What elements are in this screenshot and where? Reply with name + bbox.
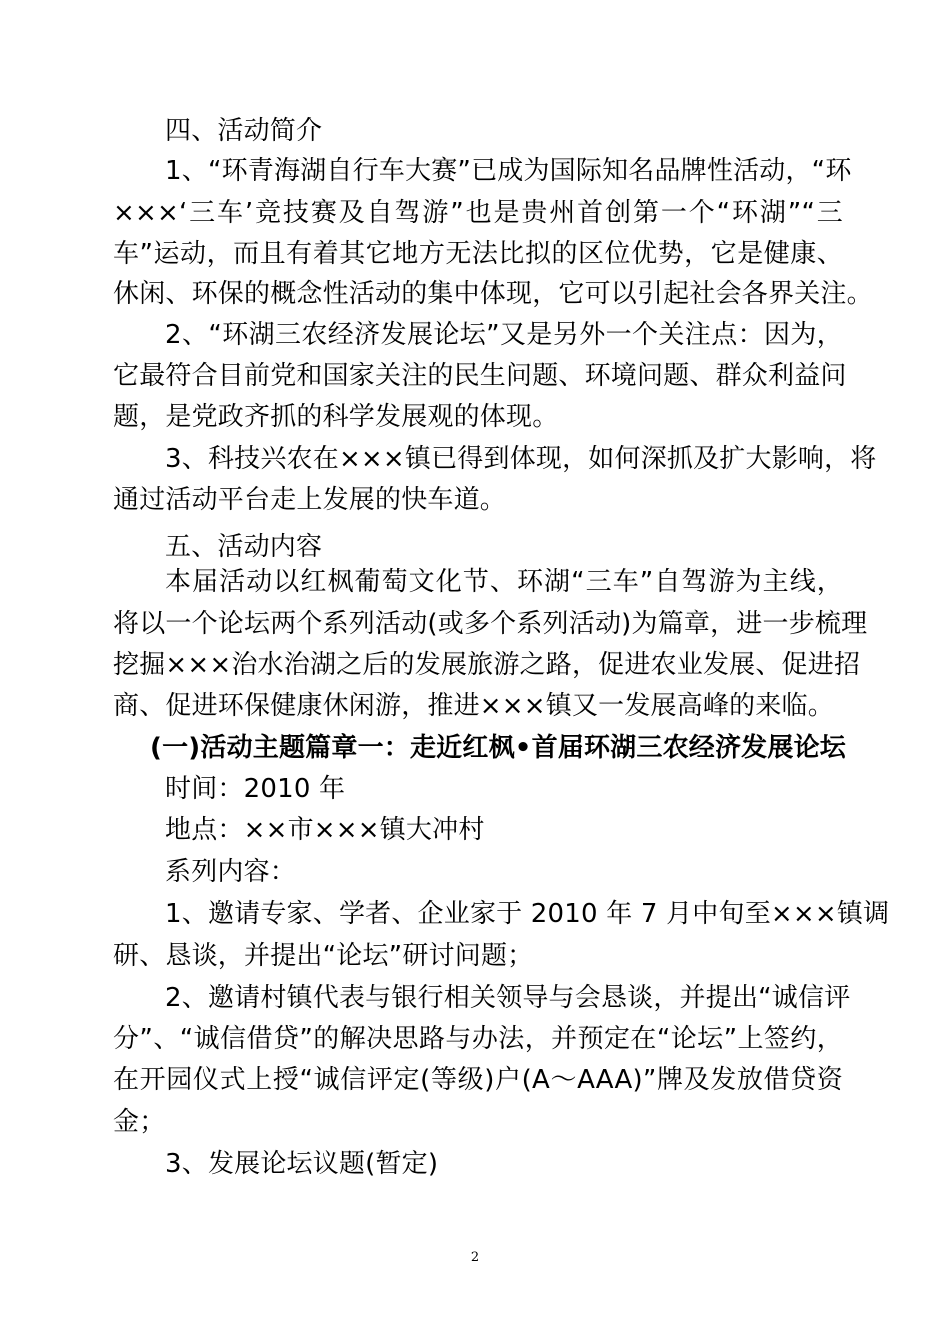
location-line: 地点：××市×××镇大冲村 xyxy=(165,815,485,845)
paragraph-line: 1、“环青海湖自行车大赛”已成为国际知名品牌性活动，“环 xyxy=(165,156,852,186)
paragraph-line: 将以一个论坛两个系列活动(或多个系列活动)为篇章，进一步梳理 xyxy=(113,609,868,639)
paragraph-line: ×××‘三车’竞技赛及自驾游”也是贵州首创第一个“环湖”“三 xyxy=(113,198,843,228)
paragraph-line: 3、发展论坛议题(暂定) xyxy=(165,1149,439,1179)
paragraph-line: 本届活动以红枫葡萄文化节、环湖“三车”自驾游为主线， xyxy=(165,567,843,597)
paragraph-line: 分”、“诚信借贷”的解决思路与办法，并预定在“论坛”上签约， xyxy=(113,1024,843,1054)
paragraph-line: 2、“环湖三农经济发展论坛”又是另外一个关注点：因为， xyxy=(165,320,843,350)
paragraph-line: 3、科技兴农在×××镇已得到体现，如何深抓及扩大影响，将 xyxy=(165,444,877,474)
paragraph-line: 研、恳谈，并提出“论坛”研讨问题； xyxy=(113,941,534,971)
paragraph-line: 休闲、环保的概念性活动的集中体现，它可以引起社会各界关注。 xyxy=(113,279,873,309)
paragraph-line: 2、邀请村镇代表与银行相关领导与会恳谈，并提出“诚信评 xyxy=(165,983,851,1013)
subsection-heading: (一)活动主题篇章一：走近红枫•首届环湖三农经济发展论坛 xyxy=(150,733,846,763)
paragraph-line: 通过活动平台走上发展的快车道。 xyxy=(113,485,507,515)
paragraph-line: 1、邀请专家、学者、企业家于 2010 年 7 月中旬至×××镇调 xyxy=(165,899,890,929)
series-content-label: 系列内容： xyxy=(165,857,297,887)
paragraph-line: 挖掘×××治水治湖之后的发展旅游之路，促进农业发展、促进招 xyxy=(113,650,861,680)
section-heading-5: 五、活动内容 xyxy=(165,532,323,562)
page-number: 2 xyxy=(470,1250,480,1265)
paragraph-line: 在开园仪式上授“诚信评定(等级)户(A～AAA)”牌及发放借贷资 xyxy=(113,1065,843,1095)
paragraph-line: 题，是党政齐抓的科学发展观的体现。 xyxy=(113,402,559,432)
paragraph-line: 车”运动，而且有着其它地方无法比拟的区位优势，它是健康、 xyxy=(113,239,843,269)
paragraph-line: 它最符合目前党和国家关注的民生问题、环境问题、群众利益问 xyxy=(113,361,847,391)
paragraph-line: 商、促进环保健康休闲游，推进×××镇又一发展高峰的来临。 xyxy=(113,691,834,721)
time-line: 时间：2010 年 xyxy=(165,774,346,804)
paragraph-line: 金； xyxy=(113,1107,166,1137)
section-heading-4: 四、活动简介 xyxy=(165,116,323,146)
